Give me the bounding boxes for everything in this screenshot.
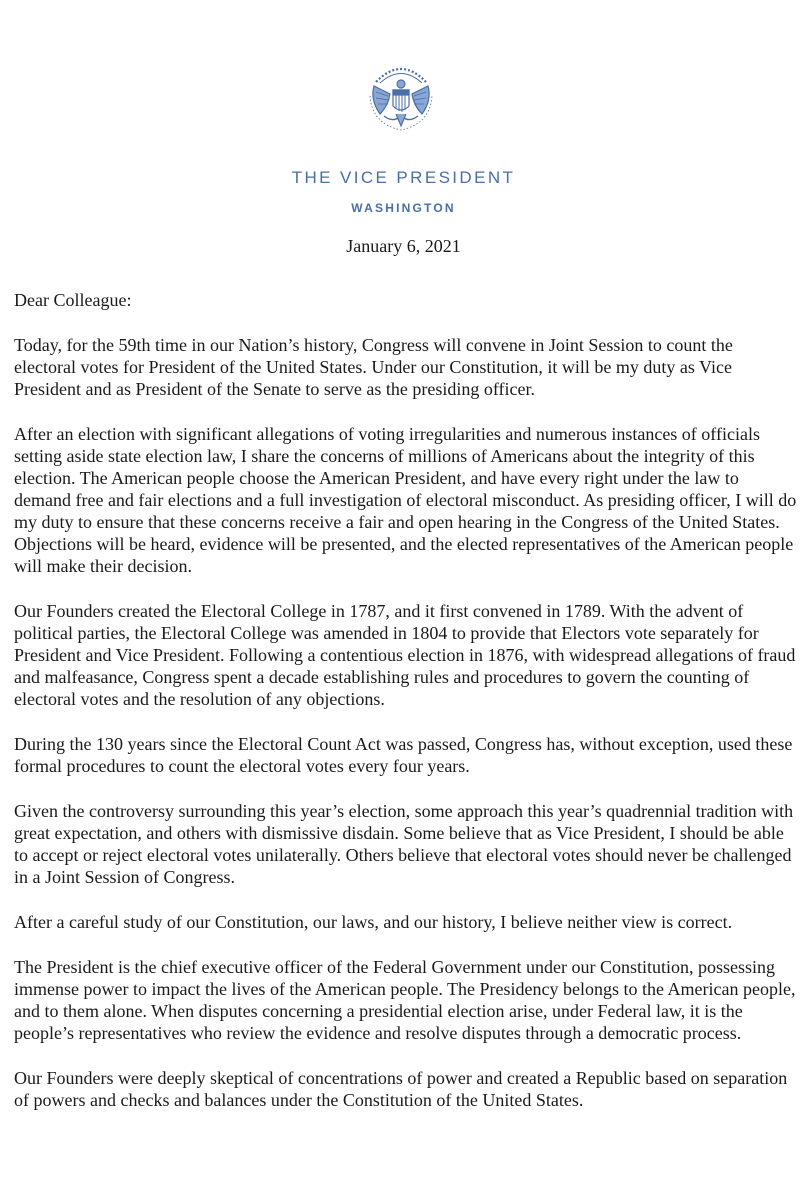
paragraph: Our Founders created the Electoral College in 1787, and it first convened in 1789. With the advent of political parties, the Electoral College was amended in 1804 to provide that Electors vote separately for President and Vice President. Following a contentious election in 1876, with widespread allegations of fraud and malfeasance, Congress spent a decade establishing rules and procedures to govern the counting of electoral votes and the resolution of any objections. xyxy=(14,601,796,709)
letterhead-subtitle: WASHINGTON xyxy=(351,201,456,215)
paragraph: Our Founders were deeply skeptical of concentrations of power and created a Republic based on separation of powers and checks and balances under the Constitution of the United States. xyxy=(14,1068,788,1110)
paragraph: The President is the chief executive officer of the Federal Government under our Constitution, possessing immense power to impact the lives of the American people. The Presidency belongs to the American people, and to them alone. When disputes concerning a presidential election arise, under Federal law, it is the people’s representatives who review the evidence and resolve disputes through a democratic process. xyxy=(14,957,796,1043)
paragraph: After a careful study of our Constitution, our laws, and our history, I believe neither view is correct. xyxy=(14,912,733,932)
letterhead-title: THE VICE PRESIDENT xyxy=(291,168,516,187)
paragraph: During the 130 years since the Electoral Count Act was passed, Congress has, without exception, used these formal procedures to count the electoral votes every four years. xyxy=(14,734,793,776)
letter-body xyxy=(14,289,797,1134)
vice-presidential-seal-icon xyxy=(360,52,442,134)
letter-date: January 6, 2021 xyxy=(346,236,461,256)
paragraph: Today, for the 59th time in our Nation’s history, Congress will convene in Joint Session to count the electoral votes for President of the United States. Under our Constitution, it will be my duty as Vice President and as President of the Senate to serve as the presiding officer. xyxy=(14,335,733,399)
paragraph: Given the controversy surrounding this year’s election, some approach this year’s quadrennial tradition with great expectation, and others with dismissive disdain. Some believe that as Vice President, I should be able to accept or reject electoral votes unilaterally. Others believe that electoral votes should never be challenged in a Joint Session of Congress. xyxy=(14,801,794,887)
salutation: Dear Colleague: xyxy=(14,290,132,310)
paragraph: After an election with significant allegations of voting irregularities and numerous instances of officials setting aside state election law, I share the concerns of millions of Americans about the integrity of this election. The American people choose the American President, and have every right under the law to demand free and fair elections and a full investigation of electoral misconduct. As presiding officer, I will do my duty to ensure that these concerns receive a fair and open hearing in the Congress of the United States. Objections will be heard, evidence will be presented, and the elected representatives of the American people will make their decision. xyxy=(14,424,797,576)
